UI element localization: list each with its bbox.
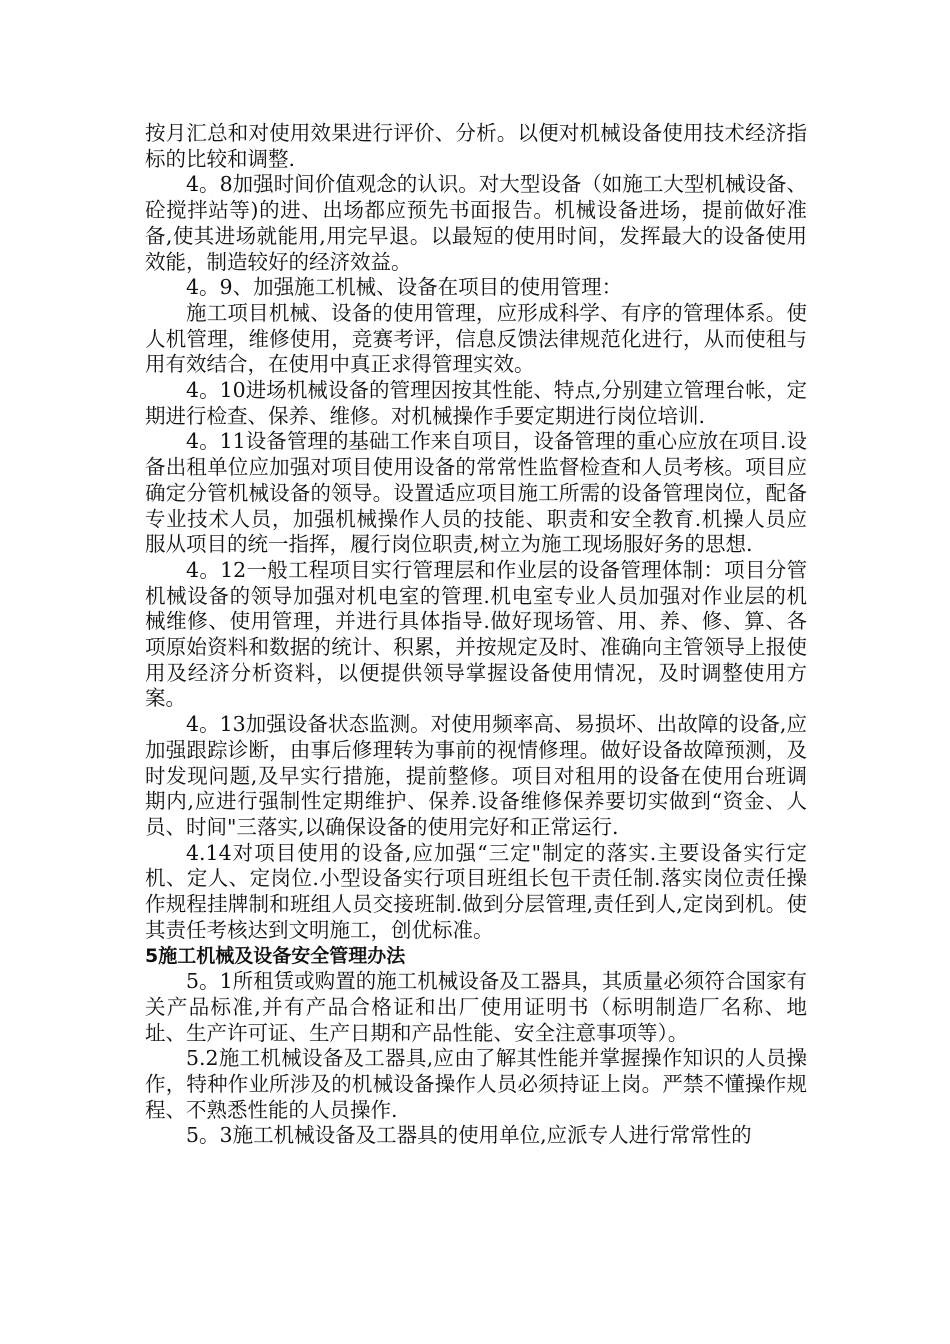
paragraph-4-9-body: 施工项目机械、设备的使用管理，应形成科学、有序的管理体系。使人机管理，维修使用，竞赛考评，信息反馈法律规范化进行，从而使租与用有效结合，在使用中真正求得管理实效。 xyxy=(145,300,807,377)
document-body xyxy=(145,121,807,1149)
paragraph-5-2: 5.2施工机械设备及工器具,应由了解其性能并掌握操作知识的人员操作，特种作业所涉及的机械设备操作人员必须持证上岗。严禁不懂操作规程、不熟悉性能的人员操作. xyxy=(145,1046,807,1122)
paragraph-4-9: 4。9、加强施工机械、设备在项目的使用管理： xyxy=(186,275,623,300)
paragraph-5-1: 5。1所租赁或购置的施工机械设备及工器具，其质量必须符合国家有关产品标准,并有产品合格证和出厂使用证明书（标明制造厂名称、地址、生产许可证、生产日期和产品性能、安全注意事项等）。 xyxy=(145,969,807,1045)
paragraph-4-8: 4。8加强时间价值观念的认识。对大型设备（如施工大型机械设备、砼搅拌站等)的进、出场都应预先书面报告。机械设备进场，提前做好准备,使其进场就能用,用完早退。以最短的使用时间，发挥最大的设备使用效能，制造较好的经济效益。 xyxy=(145,172,807,274)
paragraph-4-11: 4。11设备管理的基础工作来自项目，设备管理的重心应放在项目.设备出租单位应加强对项目使用设备的常常性监督检查和人员考核。项目应确定分管机械设备的领导。设置适应项目施工所需的设备管理岗位，配备专业技术人员，加强机械操作人员的技能、职责和安全教育.机操人员应服从项目的统一指挥，履行岗位职责,树立为施工现场服好务的思想. xyxy=(145,429,807,557)
paragraph-continuation: 按月汇总和对使用效果进行评价、分析。以便对机械设备使用技术经济指标的比较和调整. xyxy=(145,121,807,171)
paragraph-5-3: 5。3施工机械设备及工器具的使用单位,应派专人进行常常性的 xyxy=(186,1123,752,1148)
paragraph-4-13: 4。13加强设备状态监测。对使用频率高、易损坏、出故障的设备,应加强跟踪诊断，由事后修理转为事前的视情修理。做好设备故障预测，及时发现问题,及早实行措施，提前整修。项目对租用的设备在使用台班调期内,应进行强制性定期维护、保养.设备维修保养要切实做到“资金、人员、时间"三落实,以确保设备的使用完好和正常运行. xyxy=(145,712,807,839)
paragraph-4-12: 4。12一般工程项目实行管理层和作业层的设备管理体制：项目分管机械设备的领导加强对机电室的管理.机电室专业人员加强对作业层的机械维修、使用管理，并进行具体指导.做好现场管、用、养、修、算、各项原始资料和数据的统计、积累，并按规定及时、准确向主管领导上报使用及经济分析资料，以便提供领导掌握设备使用情况，及时调整使用方案。 xyxy=(145,557,807,711)
paragraph-4-14: 4.14对项目使用的设备,应加强“三定"制定的落实.主要设备实行定机、定人、定岗位.小型设备实行项目班组长包干责任制.落实岗位责任操作规程挂牌制和班组人员交接班制.做到分层管理,责任到人,定岗到机。使其责任考核达到文明施工，创优标准。 xyxy=(145,840,807,942)
section-heading-5: 5施工机械及设备安全管理办法 xyxy=(145,944,406,967)
paragraph-4-10: 4。10进场机械设备的管理因按其性能、特点,分别建立管理台帐，定期进行检查、保养、维修。对机械操作手要定期进行岗位培训. xyxy=(145,378,807,428)
